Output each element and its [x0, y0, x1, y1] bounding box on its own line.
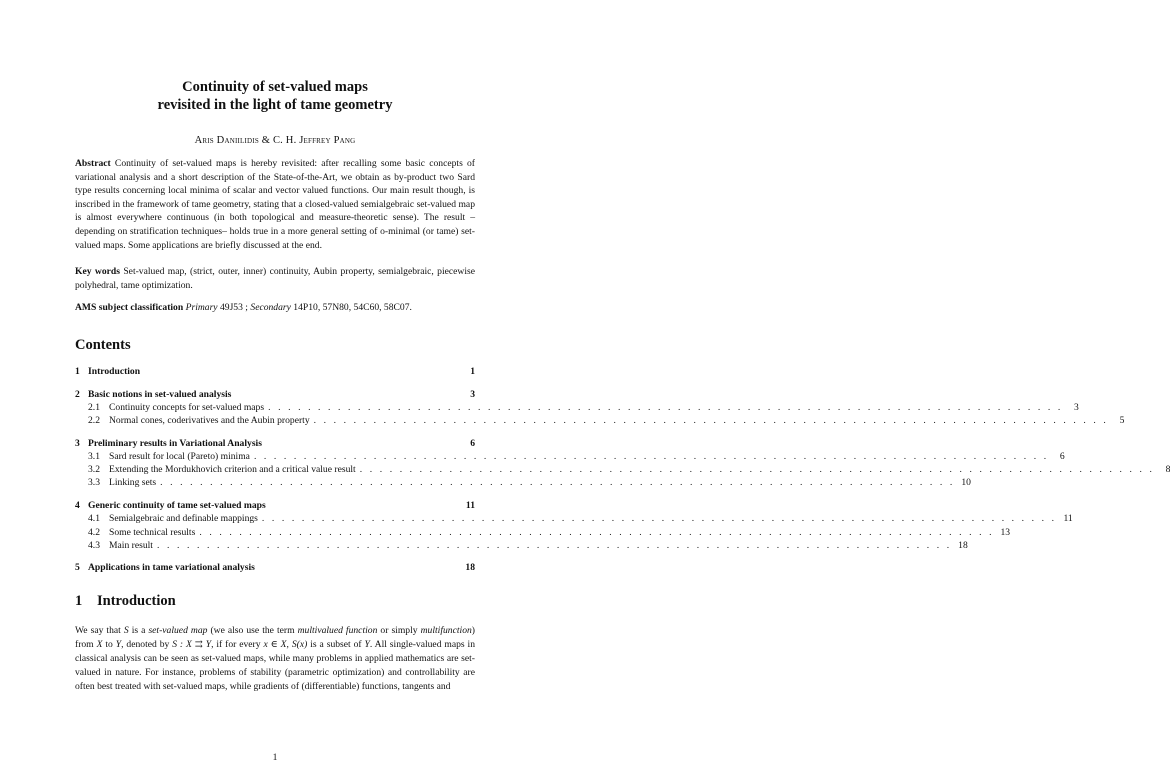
toc-entry-number: 3 [75, 437, 80, 449]
ams-classification [75, 301, 475, 315]
intro-text: ) from [75, 625, 475, 650]
toc-entry-page: 6 [1059, 451, 1065, 462]
ams-label: AMS subject classification [75, 302, 184, 313]
toc-leader-dots: . . . . . . . . . . . . . . . . . . . . . . . . . . . . . . . . . . . . . . . . . . . . . . . . . . . . . . . . . . . . . . . . . . . . . . . . . . . . . . . . [156, 539, 952, 551]
toc-entry[interactable] [75, 389, 475, 402]
toc-entry-number: 4.1 [88, 513, 100, 525]
intro-text: , if for every [211, 639, 261, 650]
toc-entry-number: 4 [75, 500, 80, 512]
abstract-label: Abstract [75, 158, 111, 169]
intro-text: (we also use the term [210, 625, 295, 636]
toc-entry-title: Introduction [88, 366, 141, 377]
contents-heading: Contents [75, 337, 131, 353]
toc-leader-dots: . . . . . . . . . . . . . . . . . . . . . . . . . . . . . . . . . . . . . . . . . . . . . . . . . . . . . . . . . . . . . . . . . . . . . . . . . . . . . . . . [261, 513, 1057, 525]
toc-entry-title: Applications in tame variational analysis [88, 562, 255, 574]
toc-entry-number: 4.3 [88, 539, 100, 551]
intro-text: is a subset of [310, 639, 362, 650]
toc-leader-dots: . . . . . . . . . . . . . . . . . . . . . . . . . . . . . . . . . . . . . . . . . . . . . . . . . . . . . . . . . . . . . . . . . . . . . . . . . . . . . . . . [359, 464, 1155, 476]
ams-secondary-label: Secondary [250, 302, 291, 313]
toc-entry-title: Generic continuity of tame set-valued maps [88, 500, 266, 512]
ams-secondary: 14P10, 57N80, 54C60, 58C07. [293, 302, 412, 313]
intro-text: We say that [75, 625, 121, 636]
page-number: 1 [272, 752, 278, 763]
math-Y: Y [115, 639, 122, 650]
term-set-valued-map: set-valued map [148, 625, 208, 636]
toc-entry-page: 18 [465, 562, 475, 574]
intro-text: , [286, 639, 289, 650]
section-number: 1 [75, 593, 83, 609]
math-Y: Y [364, 639, 370, 650]
toc-entry[interactable] [75, 464, 1170, 477]
toc-entry-number: 5 [75, 562, 80, 574]
intro-text: to [105, 639, 113, 650]
toc-entry[interactable] [75, 366, 475, 379]
toc-leader-dots: . . . . . . . . . . . . . . . . . . . . . . . . . . . . . . . . . . . . . . . . . . . . . . . . . . . . . . . . . . . . . . . . . . . . . . . . . . . . . . . . [313, 415, 1109, 427]
intro-text: . All single-valued maps in classical analysis can be seen as set-valued maps, while many problems in applied mathematics are set-valued in nature. For instance, problems of stability (parametric optimization) and controllability are often best treated with set-valued maps, while gradients of (differentiable) functions, tangents and [75, 639, 476, 692]
toc-entry[interactable] [75, 438, 475, 451]
toc-entry-title: Some technical results [109, 526, 196, 538]
toc-entry-number: 2.2 [88, 415, 100, 427]
math-S-of-x: S(x) [291, 639, 308, 650]
math-notation: S : X ⇉ Y [172, 639, 212, 650]
section-title: Introduction [97, 593, 176, 609]
toc-entry-number: 1 [75, 366, 80, 377]
toc-entry[interactable] [75, 513, 1073, 526]
toc-entry-number: 2.1 [88, 401, 100, 413]
author-names: Aris Daniilidis & C. H. Jeffrey Pang [194, 135, 356, 146]
toc-entry-page: 1 [470, 366, 475, 377]
ams-primary: 49J53 ; [219, 302, 248, 313]
toc-entry[interactable] [75, 451, 1065, 464]
intro-text: is a [131, 625, 146, 636]
authors [0, 135, 550, 146]
section-heading-introduction [75, 593, 176, 610]
math-X: X [96, 639, 103, 650]
toc-entry-page: 8 [1165, 464, 1170, 476]
keywords-label: Key words [75, 266, 120, 277]
toc-entry-title: Semialgebraic and definable mappings [109, 513, 258, 525]
toc-entry-title: Sard result for local (Pareto) minima [109, 451, 250, 462]
toc-entry[interactable] [75, 526, 1011, 540]
term-multifunction: multifunction [420, 625, 472, 636]
toc-entry[interactable] [75, 539, 968, 553]
toc-leader-dots: . . . . . . . . . . . . . . . . . . . . . . . . . . . . . . . . . . . . . . . . . . . . . . . . . . . . . . . . . . . . . . . . . . . . . . . . . . . . . . . . [160, 477, 955, 489]
toc-entry-page: 13 [1000, 526, 1011, 538]
introduction-paragraph [75, 624, 475, 694]
intro-text: or simply [380, 625, 418, 636]
abstract-text: Continuity of set-valued maps is hereby revisited: after recalling some basic concepts of variational analysis and a short description of the State-of-the-Art, we obtain as by-product two Sard type results concerning local minima of scalar and vector valued functions. Our main result though, is inscribed in the framework of tame geometry, stating that a closed-valued semialgebraic set-valued map is almost everywhere continuous (in both topological and measure-theoretic sense). The result –depending on stratification techniques– holds true in a more general setting of o-minimal (or tame) set-valued maps. Some applications are briefly discussed at the end. [75, 158, 476, 251]
toc-entry-title: Continuity concepts for set-valued maps [109, 401, 265, 413]
ams-primary-label: Primary [185, 302, 218, 313]
toc-entry[interactable] [75, 477, 971, 490]
toc-entry-number: 3.1 [88, 451, 100, 462]
keywords [75, 265, 475, 292]
toc-entry-page: 5 [1119, 415, 1125, 427]
paper-title-line-1: Continuity of set-valued maps [182, 79, 368, 95]
toc-entry[interactable] [75, 415, 1125, 428]
toc-entry-title: Linking sets [109, 477, 157, 489]
math-x-in-X: x ∈ X [263, 639, 287, 650]
toc-entry-title: Main result [109, 539, 153, 551]
toc-entry[interactable] [75, 562, 475, 575]
toc-leader-dots: . . . . . . . . . . . . . . . . . . . . . . . . . . . . . . . . . . . . . . . . . . . . . . . . . . . . . . . . . . . . . . . . . . . . . . . . . . . . . . . . [268, 401, 1063, 413]
toc-entry-title: Basic notions in set-valued analysis [88, 388, 232, 400]
intro-text: , denoted by [121, 639, 170, 650]
toc-entry-title: Extending the Mordukhovich criterion and a critical value result [109, 464, 356, 476]
abstract [75, 157, 475, 252]
toc-leader-dots: . . . . . . . . . . . . . . . . . . . . . . . . . . . . . . . . . . . . . . . . . . . . . . . . . . . . . . . . . . . . . . . . . . . . . . . . . . . . . . . . [253, 451, 1049, 462]
toc-entry-number: 3.2 [88, 464, 100, 476]
toc-entry-page: 10 [961, 477, 971, 489]
math-S: S [123, 625, 129, 636]
toc-entry-page: 3 [1074, 401, 1079, 413]
toc-entry-page: 11 [1063, 513, 1073, 525]
toc-entry-number: 3.3 [88, 477, 100, 489]
toc-entry-title: Normal cones, coderivatives and the Aubin property [109, 415, 310, 427]
toc-entry-page: 18 [958, 539, 968, 551]
paper-title-line-2: revisited in the light of tame geometry [157, 97, 393, 113]
toc-entry-title: Preliminary results in Variational Analysis [88, 437, 262, 449]
toc-entry[interactable] [75, 401, 1079, 415]
toc-entry-page: 3 [470, 388, 475, 400]
term-multivalued-function: multivalued function [297, 625, 378, 636]
toc-leader-dots: . . . . . . . . . . . . . . . . . . . . . . . . . . . . . . . . . . . . . . . . . . . . . . . . . . . . . . . . . . . . . . . . . . . . . . . . . . . . . . . . [199, 526, 995, 538]
toc-entry-page: 11 [465, 500, 475, 512]
toc-entry-number: 2 [75, 388, 80, 400]
toc-entry-number: 4.2 [88, 526, 100, 538]
toc-entry[interactable] [75, 500, 475, 513]
keywords-text: Set-valued map, (strict, outer, inner) continuity, Aubin property, semialgebraic, piecewise polyhedral, tame optimization. [75, 266, 476, 291]
toc-entry-page: 6 [470, 437, 475, 449]
